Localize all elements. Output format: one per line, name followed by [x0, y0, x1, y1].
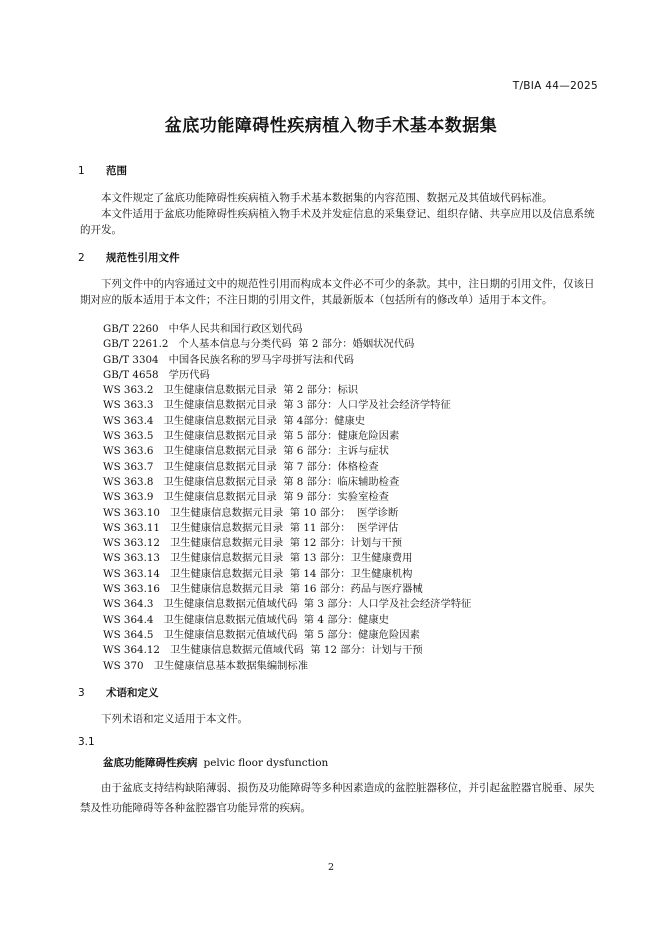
reference-code: WS 363.16: [103, 583, 160, 596]
reference-item: [103, 368, 471, 383]
reference-item: [103, 582, 471, 597]
reference-title: 卫生健康信息数据元值域代码 第 3 部分：人口学及社会经济学特征: [163, 598, 472, 611]
reference-title: 卫生健康信息数据元目录 第 14 部分：卫生健康机构: [169, 567, 413, 580]
reference-item: [103, 567, 471, 582]
reference-code: GB/T 4658: [103, 368, 159, 381]
reference-code: GB/T 3304: [103, 353, 159, 366]
section-number: 3: [78, 687, 85, 699]
reference-title: 卫生健康信息数据元值域代码 第 5 部分：健康危险因素: [163, 628, 420, 641]
term-line: [103, 755, 328, 770]
reference-code: WS 363.9: [103, 491, 154, 504]
reference-title: 卫生健康信息数据元目录 第 5 部分：健康危险因素: [163, 430, 400, 443]
terms-intro: 下列术语和定义适用于本文件。: [101, 713, 248, 725]
reference-item: [103, 398, 471, 413]
reference-title: 卫生健康信息数据元值域代码 第 4 部分：健康史: [163, 613, 389, 626]
reference-code: WS 363.6: [103, 445, 154, 458]
reference-code: WS 363.7: [103, 460, 154, 473]
scope-paragraph-2: 本文件适用于盆底功能障碍性疾病植入物手术及并发症信息的采集登记、组织存储、共享应用以及信息系统的开发。: [80, 208, 595, 236]
reference-item: [103, 383, 471, 398]
reference-title: 卫生健康信息数据元目录 第 12 部分：计划与干预: [169, 537, 403, 550]
section-heading-normative: [78, 250, 180, 265]
normative-intro: 下列文件中的内容通过文中的规范性引用而构成本文件必不可少的条款。其中，注日期的引用文件，仅该日期对应的版本适用于本文件；不注日期的引用文件，其最新版本（包括所有的修改单）适用于本文件。: [80, 278, 595, 306]
section-number: 2: [78, 252, 85, 264]
reference-title: 卫生健康信息数据元目录 第 3 部分：人口学及社会经济学特征: [163, 399, 451, 412]
reference-code: WS 363.14: [103, 567, 160, 580]
reference-item: [103, 460, 471, 475]
reference-code: GB/T 2261.2: [103, 338, 169, 351]
reference-code: WS 364.4: [103, 613, 154, 626]
reference-title: 卫生健康信息数据元目录 第 9 部分：实验室检查: [163, 491, 389, 504]
reference-code: WS 363.13: [103, 552, 160, 565]
standard-id: T/BIA 44—2025: [512, 80, 598, 92]
page-number: 2: [327, 862, 335, 873]
reference-item: [103, 536, 471, 551]
section-heading-scope: [78, 163, 127, 178]
reference-item: [103, 506, 471, 521]
reference-list: [103, 322, 471, 674]
reference-title: 卫生健康信息数据元目录 第 6 部分：主诉与症状: [163, 445, 389, 458]
reference-code: WS 363.3: [103, 399, 154, 412]
document-title: 盆底功能障碍性疾病植入物手术基本数据集: [164, 116, 498, 136]
reference-title: 卫生健康信息数据元目录 第 16 部分：药品与医疗器械: [169, 583, 423, 596]
reference-title: 中国各民族名称的罗马字母拼写法和代码: [168, 353, 354, 366]
reference-item: [103, 475, 471, 490]
reference-title: 卫生健康信息数据元值域代码 第 12 部分：计划与干预: [169, 644, 423, 657]
reference-item: [103, 322, 471, 337]
reference-item: [103, 490, 471, 505]
section-number: 1: [78, 165, 85, 177]
section-heading-terms: [78, 685, 159, 700]
reference-item: [103, 628, 471, 643]
reference-title: 卫生健康信息数据元目录 第 13 部分：卫生健康费用: [169, 552, 413, 565]
reference-code: WS 363.12: [103, 537, 160, 550]
reference-item: [103, 613, 471, 628]
term-chinese: 盆底功能障碍性疾病: [103, 757, 198, 769]
reference-item: [103, 414, 471, 429]
section-title: 规范性引用文件: [106, 252, 180, 264]
reference-title: 中华人民共和国行政区划代码: [168, 323, 303, 335]
reference-title: 卫生健康信息数据元目录 第 2 部分：标识: [163, 384, 359, 397]
reference-code: WS 363.2: [103, 384, 154, 397]
reference-item: [103, 551, 471, 566]
reference-code: WS 363.4: [103, 414, 154, 427]
reference-code: WS 364.5: [103, 628, 154, 641]
reference-title: 卫生健康信息数据元目录 第 11 部分： 医学评估: [169, 521, 399, 534]
reference-title: 卫生健康信息数据元目录 第 4部分：健康史: [163, 414, 366, 427]
reference-title: 个人基本信息与分类代码 第 2 部分：婚姻状况代码: [178, 338, 415, 351]
reference-title: 卫生健康信息数据元目录 第 7 部分：体格检查: [163, 460, 379, 473]
reference-code: WS 364.12: [103, 644, 160, 657]
reference-item: [103, 353, 471, 368]
reference-title: 卫生健康信息数据元目录 第 8 部分：临床辅助检查: [163, 475, 400, 488]
reference-code: WS 364.3: [103, 598, 154, 611]
section-title: 范围: [106, 165, 127, 177]
reference-item: [103, 429, 471, 444]
term-entry-number: 3.1: [78, 736, 95, 748]
section-title: 术语和定义: [106, 687, 159, 699]
reference-code: WS 363.10: [103, 506, 160, 519]
reference-code: WS 363.5: [103, 430, 154, 443]
reference-item: [103, 337, 471, 352]
reference-code: WS 363.11: [103, 521, 160, 534]
term-english: pelvic floor dysfunction: [203, 757, 329, 769]
reference-item: [103, 659, 471, 674]
term-definition: 由于盆底支持结构缺陷薄弱、损伤及功能障碍等多种因素造成的盆腔脏器移位，并引起盆腔器官脱垂、尿失禁及性功能障碍等各种盆腔器官功能异常的疾病。: [80, 782, 595, 814]
reference-item: [103, 643, 471, 658]
reference-item: [103, 444, 471, 459]
reference-code: WS 370: [103, 659, 144, 672]
reference-title: 卫生健康信息基本数据集编制标准: [153, 659, 309, 672]
reference-title: 学历代码: [168, 368, 210, 381]
scope-paragraph-1: 本文件规定了盆底功能障碍性疾病植入物手术基本数据集的内容范围、数据元及其值域代码标准。: [101, 192, 553, 204]
reference-code: GB/T 2260: [103, 323, 159, 335]
reference-item: [103, 597, 471, 612]
reference-item: [103, 521, 471, 536]
reference-title: 卫生健康信息数据元目录 第 10 部分： 医学诊断: [169, 506, 399, 519]
reference-code: WS 363.8: [103, 475, 154, 488]
